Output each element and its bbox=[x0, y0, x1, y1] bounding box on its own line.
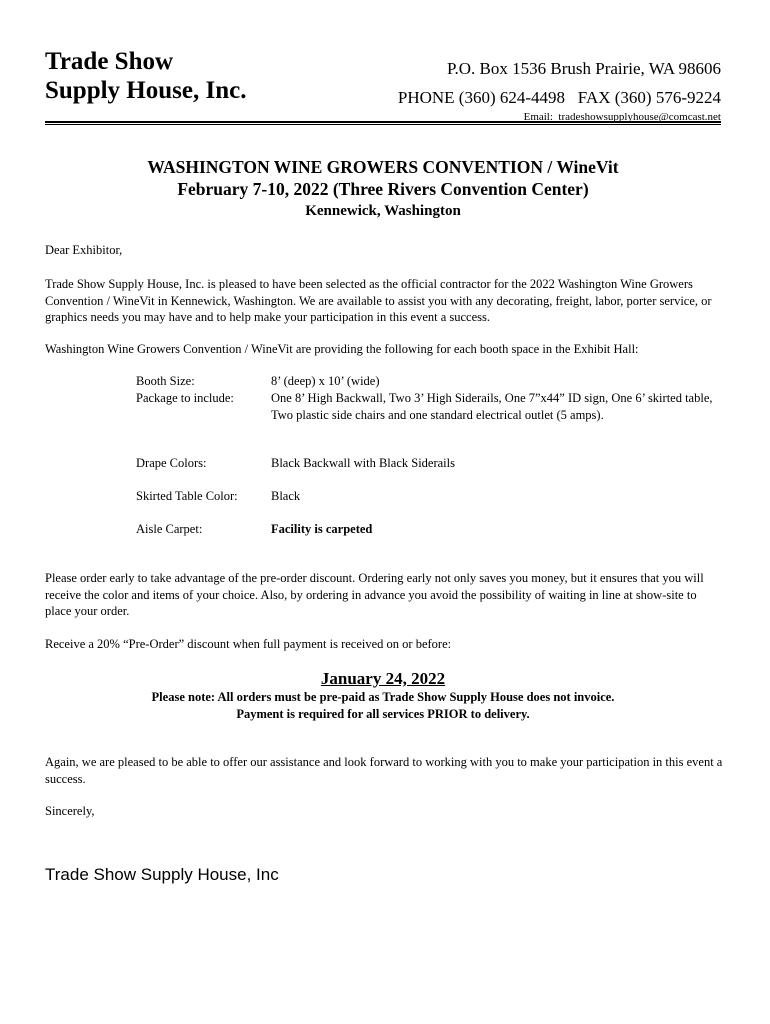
carpet-label: Aisle Carpet: bbox=[136, 522, 203, 536]
carpet-value: Facility is carpeted bbox=[271, 522, 373, 536]
payment-note: Payment is required for all services PRIOR to delivery. bbox=[236, 707, 530, 721]
prepaid-note: Please note: All orders must be pre-paid as Trade Show Supply House does not invoice. bbox=[151, 690, 615, 704]
provides-paragraph: Washington Wine Growers Convention / WineVit are providing the following for each booth space in the Exhibit Hall: bbox=[45, 342, 639, 356]
deadline-block bbox=[45, 669, 721, 723]
package-value: One 8’ High Backwall, Two 3’ High Siderails, One 7”x44” ID sign, One 6’ skirted table, Two plastic side chairs and one standard electrical outlet (5 amps). bbox=[271, 391, 713, 422]
booth-size-label: Booth Size: bbox=[136, 374, 195, 388]
preorder-paragraph: Receive a 20% “Pre-Order” discount when full payment is received on or before: bbox=[45, 637, 452, 651]
event-dates: February 7-10, 2022 (Three Rivers Convention Center) bbox=[177, 179, 589, 199]
company-name-line1: Trade Show bbox=[45, 48, 174, 75]
event-location: Kennewick, Washington bbox=[305, 203, 461, 219]
drape-label: Drape Colors: bbox=[136, 456, 207, 470]
table-color-label: Skirted Table Color: bbox=[136, 489, 238, 503]
address: P.O. Box 1536 Brush Prairie, WA 98606 bbox=[446, 59, 721, 78]
closing-paragraph: Again, we are pleased to be able to offer our assistance and look forward to working with you to make your participation in this event a success. bbox=[45, 755, 723, 786]
booth-size-value: 8’ (deep) x 10’ (wide) bbox=[271, 374, 380, 388]
signature-name: Trade Show Supply House, Inc bbox=[45, 865, 279, 884]
company-name bbox=[45, 47, 246, 105]
email: Email: tradeshowsupplyhouse@comcast.net bbox=[523, 111, 721, 123]
sign-off: Sincerely, bbox=[45, 804, 95, 818]
company-name-line2: Supply House, Inc. bbox=[45, 77, 247, 104]
intro-paragraph: Trade Show Supply House, Inc. is pleased to have been selected as the official contractor for the 2022 Washington Wine Growers Convention / WineVit in Kennewick, Washington. We are available to assist you with any decorating, freight, labor, porter service, or graphics needs you may have and to help make your participation in this event a success. bbox=[45, 277, 712, 324]
package-label: Package to include: bbox=[136, 391, 234, 405]
header-divider bbox=[45, 121, 721, 125]
event-heading bbox=[45, 156, 721, 222]
event-title: WASHINGTON WINE GROWERS CONVENTION / WineVit bbox=[147, 157, 619, 177]
table-color-value: Black bbox=[271, 489, 301, 503]
drape-value: Black Backwall with Black Siderails bbox=[271, 456, 455, 470]
order-early-paragraph: Please order early to take advantage of the pre-order discount. Ordering early not only saves you money, but it ensures that you will receive the color and items of your choice. Also, by ordering in advance you avoid the possibility of waiting in line at show-site to place your order. bbox=[45, 571, 704, 618]
phone-fax: PHONE (360) 624-4498 FAX (360) 576-9224 bbox=[397, 88, 721, 107]
contact-info bbox=[398, 54, 721, 124]
deadline-date: January 24, 2022 bbox=[320, 669, 446, 688]
salutation: Dear Exhibitor, bbox=[45, 243, 123, 257]
